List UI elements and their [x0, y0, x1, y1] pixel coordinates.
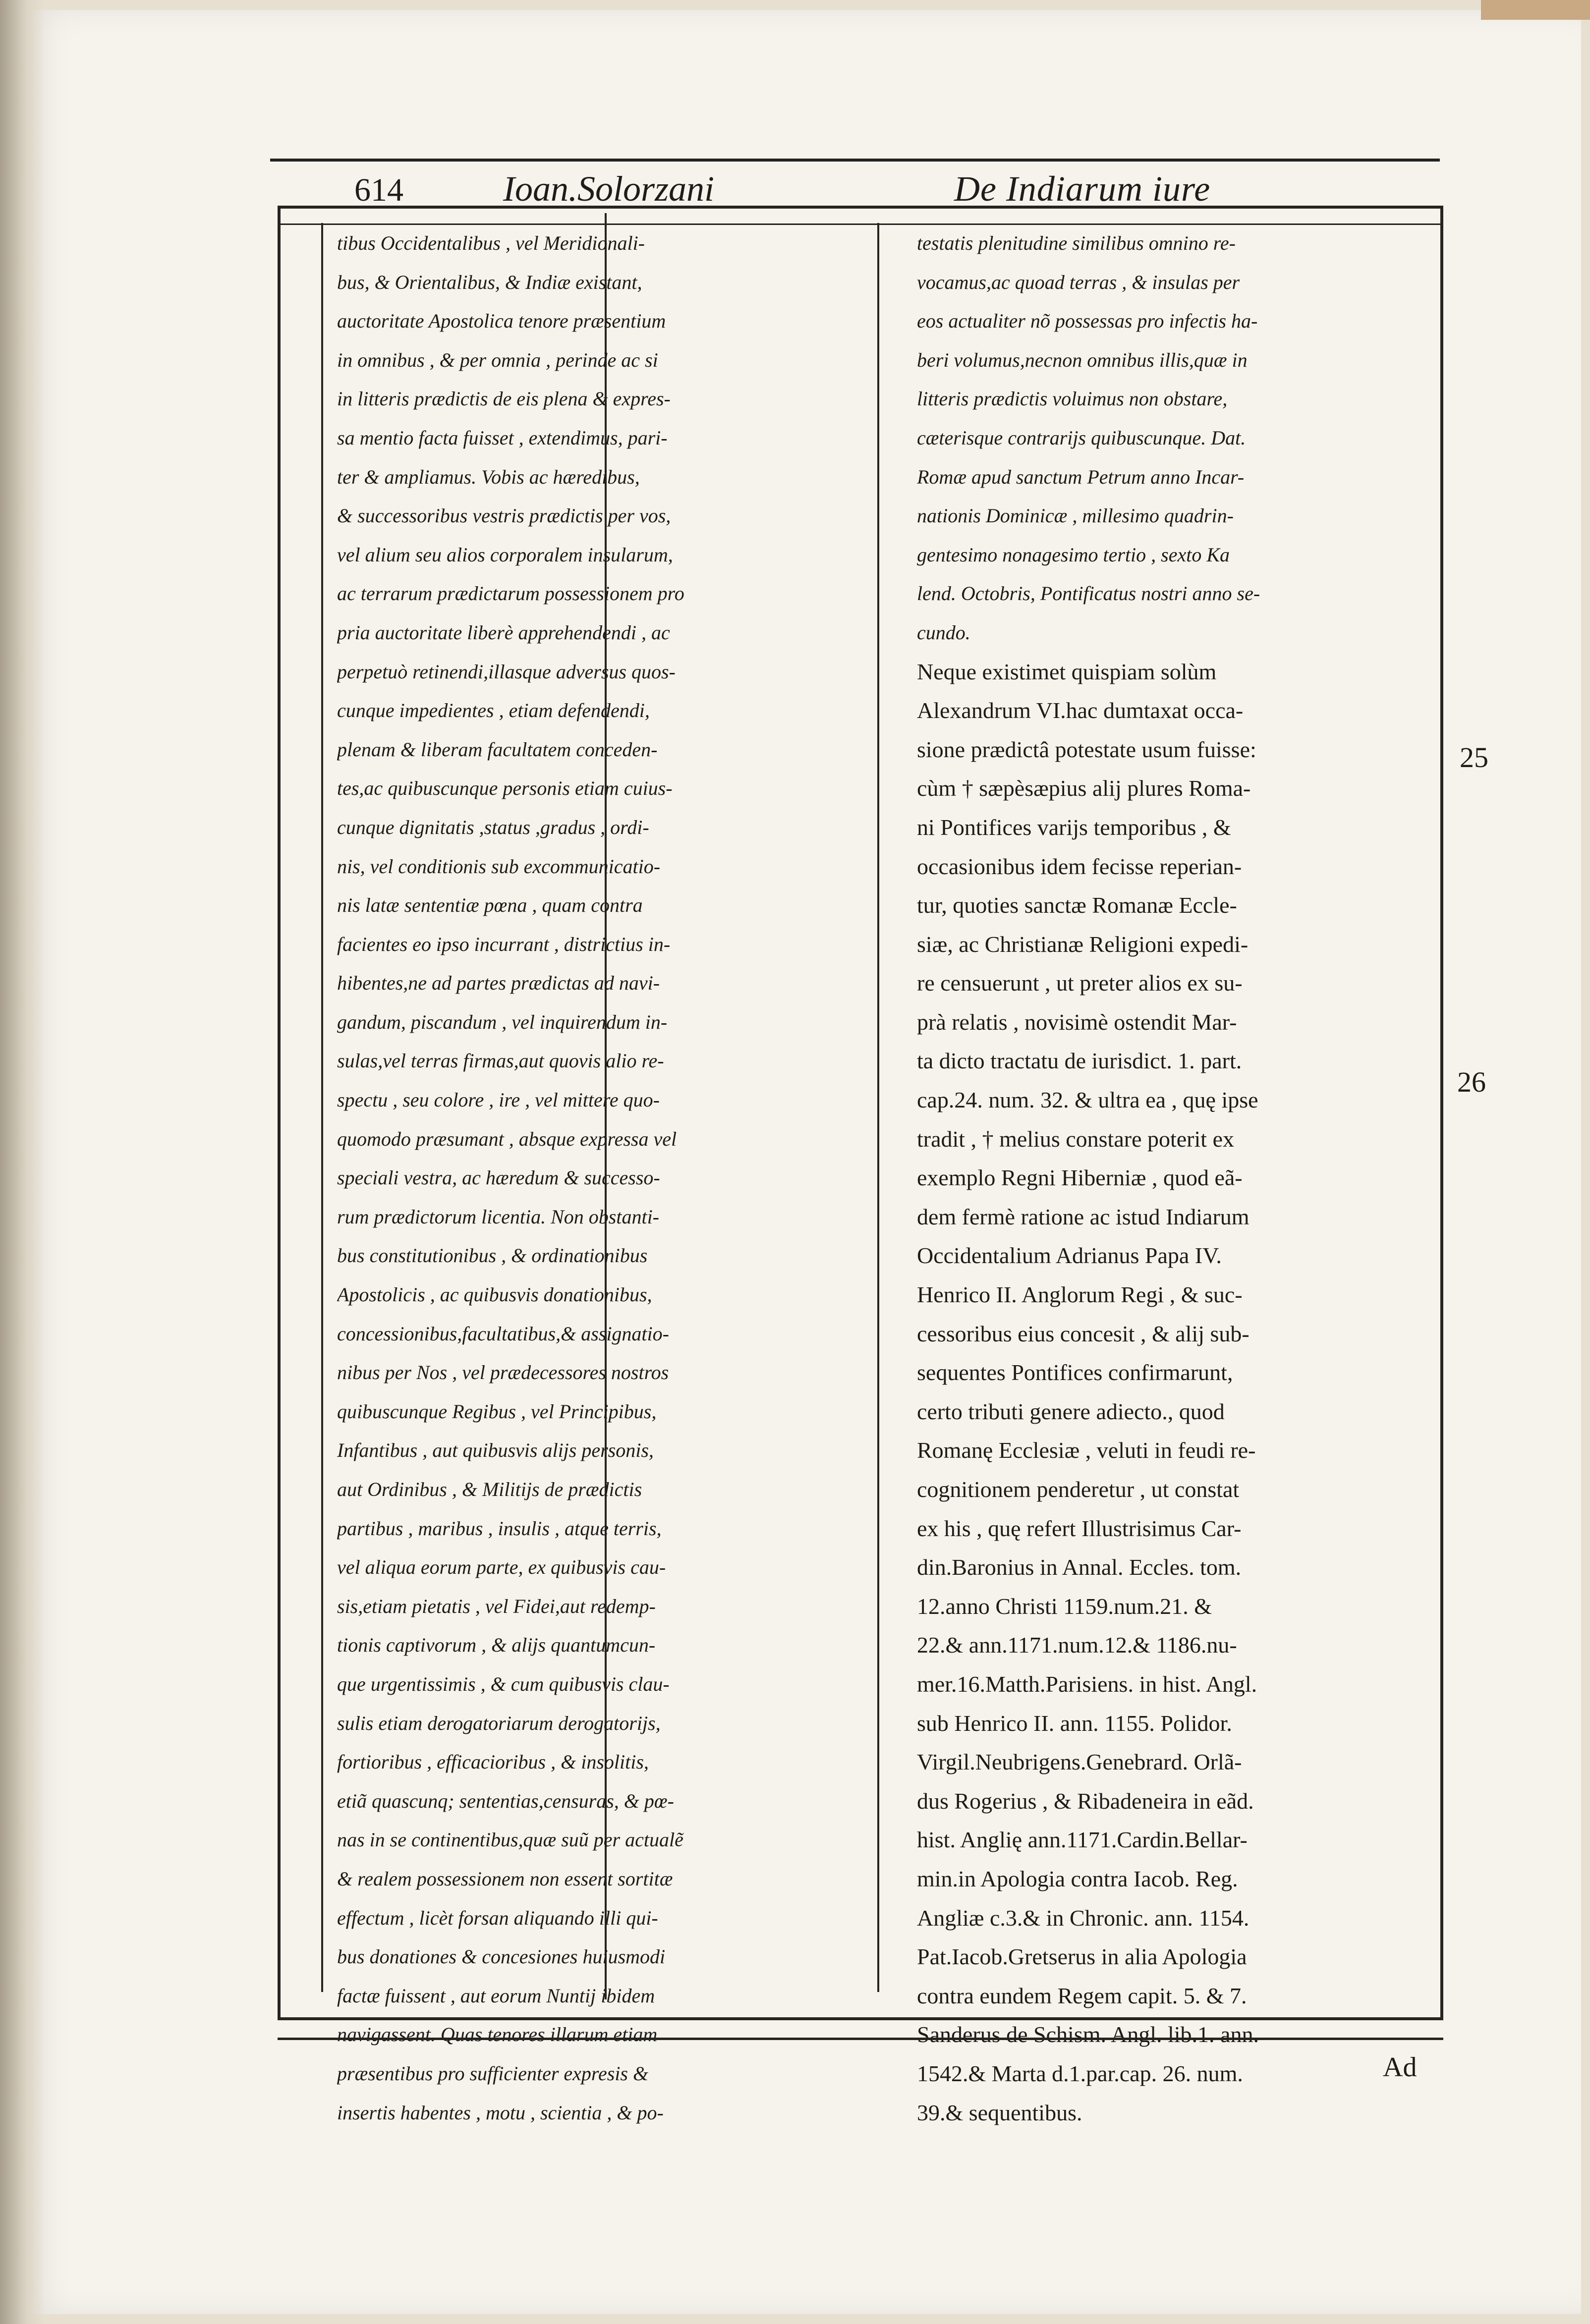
text-line: Angliæ c.3.& in Chronic. ann. 1154.	[917, 1905, 1249, 1931]
text-line: Infantibus , aut quibusvis alijs personis,	[337, 1439, 654, 1462]
text-line: sa mentio facta fuisset , extendimus, pari-	[337, 426, 668, 449]
running-title: De Indiarum iure	[954, 169, 1211, 209]
text-line: vel alium seu alios corporalem insularum,	[337, 543, 673, 566]
text-line: factæ fuissent , aut eorum Nuntij ibidem	[337, 1984, 655, 2007]
text-line: rum prædictorum licentia. Non obstanti-	[337, 1205, 659, 1228]
text-line: hibentes,ne ad partes prædictas ad navi-	[337, 972, 660, 995]
text-line: sulis etiam derogatoriarum derogatorijs,	[337, 1712, 661, 1734]
text-line: ex his , quę refert Illustrisimus Car-	[917, 1515, 1242, 1541]
text-line: auctoritate Apostolica tenore præsentium	[337, 310, 666, 332]
text-line: 39.& sequentibus.	[917, 2100, 1082, 2125]
bottom-rule	[278, 2038, 1443, 2040]
text-line: sub Henrico II. ann. 1155. Polidor.	[917, 1710, 1232, 1736]
text-line: Romanę Ecclesiæ , veluti in feudi re-	[917, 1438, 1256, 1463]
text-line: din.Baronius in Annal. Eccles. tom.	[917, 1554, 1242, 1580]
catchword: Ad	[1383, 2052, 1417, 2083]
text-line: insertis habentes , motu , scientia , & po-	[337, 2101, 664, 2124]
text-line: Apostolicis , ac quibusvis donationibus,	[337, 1283, 652, 1306]
text-line: Pat.Iacob.Gretserus in alia Apologia	[917, 1944, 1247, 1970]
text-line: gentesimo nonagesimo tertio , sexto Ka	[917, 543, 1230, 566]
text-line: concessionibus,facultatibus,& assignatio-	[337, 1322, 669, 1345]
text-line: nationis Dominicæ , millesimo quadrin-	[917, 504, 1234, 527]
text-line: tur, quoties sanctæ Romanæ Eccle-	[917, 892, 1237, 918]
text-line: 12.anno Christi 1159.num.21. &	[917, 1593, 1212, 1619]
text-line: bus constitutionibus , & ordinationibus	[337, 1244, 648, 1267]
text-line: effectum , licèt forsan aliquando illi qui-	[337, 1906, 658, 1929]
text-line: facientes eo ipso incurrant , districtius in-	[337, 933, 671, 955]
text-line: occasionibus idem fecisse reperian-	[917, 853, 1242, 879]
text-line: & realem possessionem non essent sortitæ	[337, 1867, 673, 1890]
text-line: partibus , maribus , insulis , atque terris,	[337, 1517, 662, 1540]
commentary-paragraph	[917, 653, 1420, 2133]
text-line: bus, & Orientalibus, & Indiæ existant,	[337, 271, 642, 293]
text-line: ni Pontifices varijs temporibus , &	[917, 814, 1231, 840]
text-line: beri volumus,necnon omnibus illis,quæ in	[917, 348, 1248, 371]
text-line: certo tributi genere adiecto., quod	[917, 1398, 1225, 1424]
text-line: testatis plenitudine similibus omnino re-	[917, 232, 1236, 254]
text-line: in litteris prædictis de eis plena & expres-	[337, 387, 671, 410]
text-line: tes,ac quibuscunque personis etiam cuius-	[337, 777, 673, 800]
text-line: gandum, piscandum , vel inquirendum in-	[337, 1010, 668, 1033]
text-line: dus Rogerius , & Ribadeneira in eãd.	[917, 1788, 1254, 1814]
text-line: exemplo Regni Hiberniæ , quod eã-	[917, 1165, 1243, 1191]
text-line: cessoribus eius concesit , & alij sub-	[917, 1321, 1249, 1346]
text-line: sequentes Pontifices confirmarunt,	[917, 1360, 1233, 1385]
text-line: etiã quascunq; sententias,censuras, & pœ-	[337, 1789, 674, 1812]
text-line: min.in Apologia contra Iacob. Reg.	[917, 1866, 1238, 1891]
left-column-rule	[321, 223, 323, 1992]
text-line: sulas,vel terras firmas,aut quovis alio re-	[337, 1050, 664, 1072]
bull-text-continued	[917, 224, 1420, 653]
text-line: prà relatis , novisimè ostendit Mar-	[917, 1009, 1237, 1035]
spine-shadow	[0, 0, 45, 2324]
text-line: Virgil.Neubrigens.Genebrard. Orlã-	[917, 1749, 1242, 1775]
text-line: spectu , seu colore , ire , vel mittere quo-	[337, 1089, 660, 1111]
text-line: aut Ordinibus , & Militijs de prædictis	[337, 1478, 642, 1500]
running-author: Ioan.Solorzani	[503, 169, 715, 209]
text-line: lend. Octobris, Pontificatus nostri anno se-	[917, 582, 1260, 605]
text-line: cùm † sæpèsæpius alij plures Roma-	[917, 775, 1251, 801]
text-line: ter & ampliamus. Vobis ac hæredibus,	[337, 465, 640, 488]
text-line: que urgentissimis , & cum quibusvis clau-	[337, 1672, 670, 1695]
margin-number-26: 26	[1457, 1066, 1486, 1098]
text-line: mer.16.Matth.Parisiens. in hist. Angl.	[917, 1671, 1257, 1697]
text-line: ac terrarum prædictarum possessionem pro	[337, 582, 684, 605]
text-line: quibuscunque Regibus , vel Principibus,	[337, 1400, 657, 1423]
text-line: nis latæ sententiæ pœna , quam contra	[337, 894, 643, 917]
text-line: re censuerunt , ut preter alios ex su-	[917, 970, 1243, 996]
text-line: tibus Occidentalibus , vel Meridionali-	[337, 232, 645, 254]
left-column	[337, 224, 882, 2132]
text-line: 22.& ann.1171.num.12.& 1186.nu-	[917, 1632, 1237, 1658]
text-line: dem fermè ratione ac istud Indiarum	[917, 1204, 1249, 1229]
text-line: 1542.& Marta d.1.par.cap. 26. num.	[917, 2060, 1243, 2086]
text-line: nis, vel conditionis sub excommunicatio-	[337, 855, 661, 878]
text-line: litteris prædictis voluimus non obstare,	[917, 387, 1228, 410]
text-line: cognitionem penderetur , ut constat	[917, 1477, 1240, 1502]
text-line: præsentibus pro sufficienter expresis &	[337, 2062, 649, 2085]
text-line: quomodo præsumant , absque expressa vel	[337, 1127, 677, 1150]
right-column	[917, 224, 1420, 2132]
text-line: eos actualiter nõ possessas pro infectis ha-	[917, 310, 1258, 332]
running-header	[270, 159, 1440, 211]
corner-tab	[1481, 0, 1590, 20]
text-line: Occidentalium Adrianus Papa IV.	[917, 1243, 1222, 1269]
text-line: speciali vestra, ac hæredum & successo-	[337, 1166, 660, 1189]
text-line: & successoribus vestris prædictis per vos,	[337, 504, 671, 527]
text-line: siæ, ac Christianæ Religioni expedi-	[917, 931, 1249, 957]
text-line: vel aliqua eorum parte, ex quibusvis cau-	[337, 1556, 666, 1579]
text-line: nas in se continentibus,quæ suũ per actualẽ	[337, 1828, 683, 1851]
text-line: sis,etiam pietatis , vel Fidei,aut redemp-	[337, 1595, 656, 1617]
text-line: perpetuò retinendi,illasque adversus quos-	[337, 660, 676, 683]
text-line: navigassent. Quas tenores illarum etiam	[337, 2023, 658, 2046]
text-line: in omnibus , & per omnia , perinde ac si	[337, 348, 658, 371]
text-line: tionis captivorum , & alijs quantumcun-	[337, 1634, 656, 1657]
text-line: cundo.	[917, 621, 970, 644]
text-line: pria auctoritate liberè apprehendendi , ac	[337, 621, 670, 644]
text-line: plenam & liberam facultatem conceden-	[337, 738, 658, 761]
text-line: bus donationes & concesiones huiusmodi	[337, 1945, 666, 1968]
text-line: vocamus,ac quoad terras , & insulas per	[917, 271, 1240, 293]
text-line: cæterisque contrarijs quibuscunque. Dat.	[917, 426, 1246, 449]
text-line: sione prædictâ potestate usum fuisse:	[917, 736, 1256, 762]
text-line: cunque impedientes , etiam defendendi,	[337, 699, 650, 722]
text-line: cunque dignitatis ,status ,gradus , ordi-	[337, 816, 649, 838]
margin-number-25: 25	[1460, 741, 1488, 774]
text-line: cap.24. num. 32. & ultra ea , quę ipse	[917, 1087, 1258, 1113]
page-number: 614	[354, 172, 403, 208]
text-line: Alexandrum VI.hac dumtaxat occa-	[917, 698, 1244, 723]
text-line: Neque existimet quispiam solùm	[917, 659, 1217, 684]
text-line: contra eundem Regem capit. 5. & 7.	[917, 1983, 1247, 2008]
text-line: Romæ apud sanctum Petrum anno Incar-	[917, 465, 1245, 488]
text-line: fortioribus , efficacioribus , & insolitis,	[337, 1751, 649, 1773]
text-line: Sanderus de Schism. Angl. lib.1. ann.	[917, 2022, 1259, 2047]
text-line: ta dicto tractatu de iurisdict. 1. part.	[917, 1048, 1242, 1074]
text-line: tradit , † melius constare poterit ex	[917, 1126, 1234, 1152]
text-line: hist. Anglię ann.1171.Cardin.Bellar-	[917, 1827, 1248, 1853]
text-line: nibus per Nos , vel prædecessores nostros	[337, 1361, 669, 1384]
text-line: Henrico II. Anglorum Regi , & suc-	[917, 1282, 1243, 1308]
